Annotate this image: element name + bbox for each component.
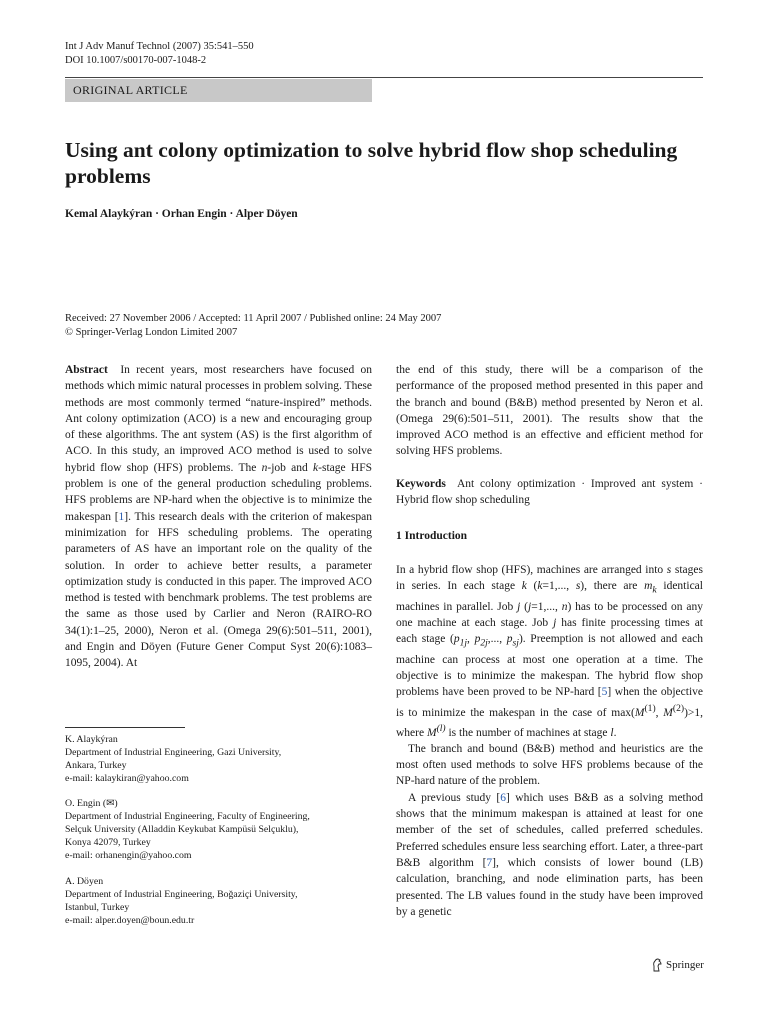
author-list: Kemal Alaykýran · Orhan Engin · Alper Döyen bbox=[65, 208, 298, 220]
publisher-footer bbox=[651, 958, 704, 972]
abstract: Abstract In recent years, most researchers have focused on methods which mimic natural processes in problem solving. These methods are most commonly termed “nature-inspired” methods. Ant colony optimization (ACO) is a new and encouraging group of these algorithms. The ant system (AS) is the first algorithm of ACO. In this study, an improved ACO method is used to solve hybrid flow shop (HFS) problems. The n-job and k-stage HFS problem is one of the general production scheduling problems. HFS problems are NP-hard when the objective is to minimize the makespan [1]. This research deals with the criterion of makespan minimization for HFS scheduling problems. The operating parameters of AS have an important role on the quality of the solution. In order to achieve better results, a parameter optimization study is conducted in this paper. The improved ACO method is tested with benchmark problems. The test problems are the same as those used by Carlier and Neron (RAIRO-RO 34(1):1–25, 2000), Neron et al. (Omega 29(6):501–511, 2001), and Engin and Döyen (Future Gener Comput Syst 20(6):1083–1095, 2004). At bbox=[65, 364, 373, 670]
ref-link-1[interactable]: 1 bbox=[118, 510, 125, 523]
history-dates: Received: 27 November 2006 / Accepted: 11 April 2007 / Published online: 24 May 2007 bbox=[65, 313, 442, 324]
doi[interactable]: DOI 10.1007/s00170-007-1048-2 bbox=[65, 55, 207, 66]
paper-title: Using ant colony optimization to solve hybrid flow shop scheduling problems bbox=[65, 138, 678, 188]
article-type-banner: ORIGINAL ARTICLE bbox=[65, 79, 372, 102]
email-alaykiran[interactable]: e-mail: kalaykiran@yahoo.com bbox=[65, 773, 189, 784]
journal-header bbox=[65, 40, 254, 68]
envelope-icon: ✉ bbox=[106, 798, 115, 809]
header-rule bbox=[65, 77, 703, 78]
intro-paragraph-2: The branch and bound (B&B) method and heuristics are the most often used methods to solve HFS problems because of the NP-hard nature of the problem. bbox=[396, 742, 703, 788]
ref-link-5[interactable]: 5 bbox=[601, 686, 608, 699]
abstract-label: Abstract bbox=[65, 364, 108, 376]
ref-link-6[interactable]: 6 bbox=[500, 791, 507, 804]
affiliation-alaykiran: K. Alaykýran Department of Industrial Engineering, Gazi University, Ankara, Turkey e-mail: kalaykiran@yahoo.com bbox=[65, 733, 365, 785]
publication-history bbox=[65, 312, 441, 340]
springer-horse-icon bbox=[651, 958, 663, 972]
intro-paragraph-1: In a hybrid flow shop (HFS), machines are arranged into s stages in series. In each stage k (k=1,..., s), there are $m_k$ identical machines in parallel. Job j (j=1,..., n) has to be processed on any one machine at each stage. Job j has finite processing times at each stage ($p_{1j}$, $p_{2j}$,..., $p_{sj}$). Preemption is not allowed and each machine can process at most one operation at a time. The objective is to minimize the makespan. The hybrid flow shop problems have been proved to be NP-hard [5] when the objective is to minimize the makespan in the case of $\max(M^{(1)}$, $M^{(2)})>1$, where $M^{(l)}$ is the number of machines at stage l. bbox=[396, 563, 704, 739]
affiliation-engin: O. Engin (✉) Department of Industrial Engineering, Faculty of Engineering, Selçuk University (Alladdin Keykubat Kampüsü Selçuklu), Konya 42079, Turkey e-mail: orhanengin@yahoo.com bbox=[65, 797, 365, 862]
keywords: Keywords Ant colony optimization · Improved ant system · Hybrid flow shop scheduling bbox=[396, 477, 703, 507]
intro-paragraph-3: A previous study [6] which uses B&B as a solving method shows that the minimum makespan is attained at least for one member of the set of schedules, called preferred schedules. Preferred schedules ensure less searching effort. Later, a three-part B&B algorithm [7], which consists of lower bound (LB) calculation, branching, and node elimination parts, has been presented. The LB values found in the study have been improved by a genetic bbox=[396, 791, 703, 918]
section-heading-introduction: 1 Introduction bbox=[396, 530, 468, 543]
copyright: © Springer-Verlag London Limited 2007 bbox=[65, 327, 238, 338]
keywords-label: Keywords bbox=[396, 477, 446, 490]
ref-link-7[interactable]: 7 bbox=[486, 856, 493, 869]
journal-citation: Int J Adv Manuf Technol (2007) 35:541–550 bbox=[65, 41, 254, 52]
publisher-name: Springer bbox=[666, 959, 704, 971]
left-column bbox=[65, 362, 372, 672]
right-column bbox=[396, 362, 703, 920]
email-engin[interactable]: e-mail: orhanengin@yahoo.com bbox=[65, 850, 192, 861]
abstract-continuation: the end of this study, there will be a comparison of the performance of the proposed method presented in this paper and the branch and bound (B&B) method presented by Neron et al. (Omega 29(6):501–511, 2001). The results show that the improved ACO method is an effective and efficient method for solving HFS problems. bbox=[396, 364, 703, 458]
footnote-rule bbox=[65, 727, 185, 728]
affiliation-doyen: A. Döyen Department of Industrial Engineering, Boğaziçi University, Istanbul, Turkey e-mail: alper.doyen@boun.edu.tr bbox=[65, 875, 365, 927]
email-doyen[interactable]: e-mail: alper.doyen@boun.edu.tr bbox=[65, 915, 195, 926]
